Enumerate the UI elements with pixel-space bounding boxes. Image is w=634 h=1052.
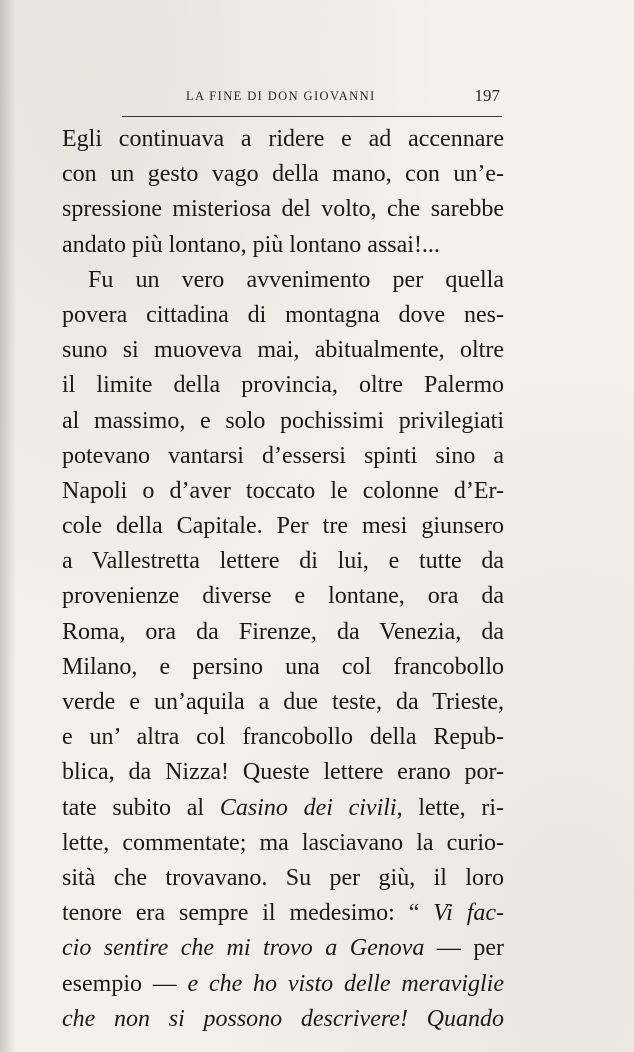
text-line: verde e un’aquila a due teste, da Trieste, <box>62 689 504 715</box>
page-edge-shadow <box>0 0 16 1052</box>
text-line: Fu un vero avvenimento per quella <box>88 266 504 293</box>
text-line: a Vallestretta lettere di lui, e tutte da <box>62 548 504 575</box>
text-line: cio sentire che mi trovo a Genova — per <box>62 935 504 962</box>
text-line: spressione misteriosa del volto, che sarebbe <box>62 196 504 223</box>
running-head <box>62 86 502 108</box>
text-line: Milano, e persino una col francobollo <box>62 653 504 680</box>
italic-text: cio sentire che mi trovo a Genova <box>62 935 425 962</box>
body-text <box>62 122 504 1037</box>
text-line: tate subito al Casino dei civili, lette, ri- <box>62 794 504 821</box>
text-line: con un gesto vago della mano, con un’e- <box>62 161 504 188</box>
italic-text: e che ho visto delle meraviglie <box>187 970 504 997</box>
italic-text: Vi fac- <box>433 900 504 927</box>
text-line: al massimo, e solo pochissimi privilegiati <box>62 407 504 434</box>
text-line: Egli continuava a ridere e ad accennare <box>62 126 504 152</box>
italic-text: che non si possono descrivere! Quando <box>62 1005 504 1032</box>
text-line: andato più lontano, più lontano assai!... <box>62 231 440 258</box>
text-line: e un’ altra col francobollo della Repub- <box>62 724 504 751</box>
text-line: suno si muoveva mai, abitualmente, oltre <box>62 337 504 364</box>
text-line: esempio — e che ho visto delle meraviglie <box>62 970 504 997</box>
text-line: potevano vantarsi d’essersi spinti sino a <box>62 442 504 469</box>
text-line: cole della Capitale. Per tre mesi giunsero <box>62 513 504 540</box>
text-line <box>62 1002 504 1037</box>
italic-text: Casino dei civili, <box>219 794 403 821</box>
text-line: Napoli o d’aver toccato le colonne d’Er- <box>62 477 504 504</box>
text-line: il limite della provincia, oltre Palermo <box>62 372 504 399</box>
text-line: sità che trovavano. Su per giù, il loro <box>62 864 504 891</box>
text-line: blica, da Nizza! Queste lettere erano por- <box>62 759 504 786</box>
text-line: tenore era sempre il medesimo: “ Vi fac- <box>62 900 504 927</box>
text-line: lette, commentate; ma lasciavano la curio- <box>62 829 504 856</box>
text-line: povera cittadina di montagna dove nes- <box>62 301 504 328</box>
header-rule <box>122 116 502 117</box>
text-line: Roma, ora da Firenze, da Venezia, da <box>62 618 504 645</box>
page-number: 197 <box>474 86 500 105</box>
running-title: LA FINE DI DON GIOVANNI <box>186 89 376 103</box>
text-line: provenienze diverse e lontane, ora da <box>62 583 504 610</box>
